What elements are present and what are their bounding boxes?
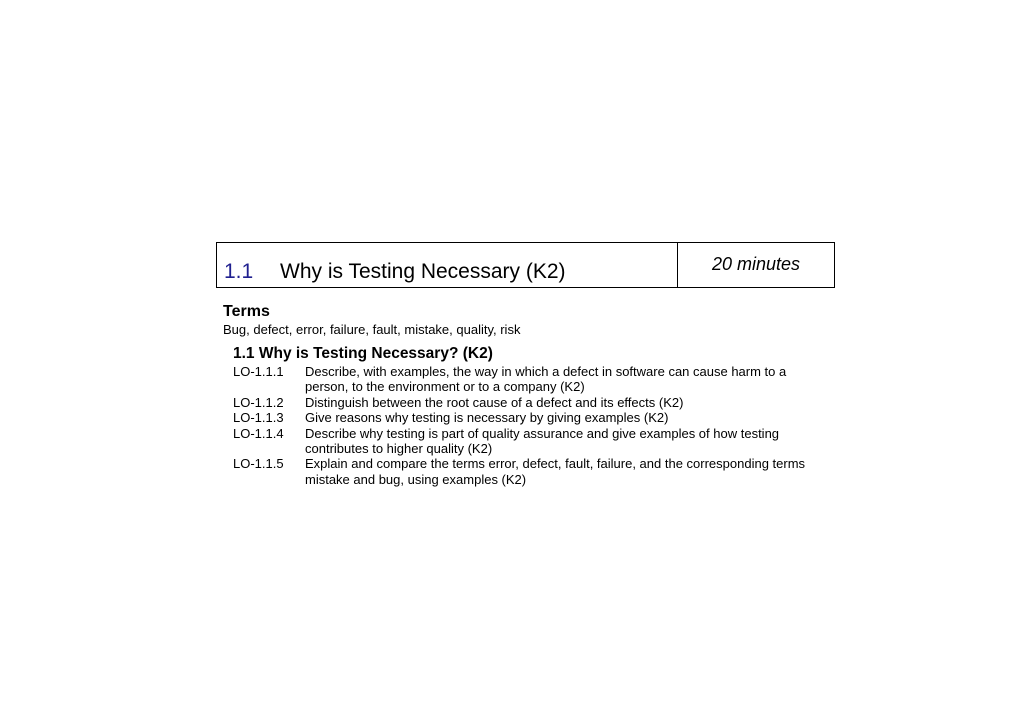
learning-objective-text-line: Explain and compare the terms error, defect, fault, failure, and the corresponding terms — [305, 456, 806, 472]
learning-objective-text — [305, 410, 825, 425]
learning-objective-code: LO-1.1.2 — [233, 394, 284, 410]
learning-objective-text — [305, 426, 825, 457]
section-duration: 20 minutes — [711, 253, 801, 274]
learning-objective-item — [233, 410, 833, 425]
learning-objective-text — [305, 364, 825, 395]
learning-objective-text-line: Give reasons why testing is necessary by giving examples (K2) — [305, 410, 669, 426]
learning-objective-text-line: contributes to higher quality (K2) — [305, 441, 493, 457]
learning-objective-item — [233, 426, 833, 457]
learning-objective-code: LO-1.1.5 — [233, 456, 284, 472]
terms-heading: Terms — [223, 303, 270, 320]
learning-objective-text-line: mistake and bug, using examples (K2) — [305, 471, 527, 487]
learning-objective-text-line: Describe why testing is part of quality assurance and give examples of how testing — [305, 425, 780, 441]
learning-objective-text — [305, 395, 825, 410]
terms-list: Bug, defect, error, failure, fault, mistake, quality, risk — [223, 322, 521, 337]
learning-objective-text-line: Describe, with examples, the way in which a defect in software can cause harm to a — [305, 364, 787, 379]
learning-objective-code: LO-1.1.4 — [233, 425, 284, 441]
learning-objective-item — [233, 364, 833, 395]
section-title: Why is Testing Necessary (K2) — [280, 260, 566, 283]
learning-objective-text-line: Distinguish between the root cause of a defect and its effects (K2) — [305, 394, 684, 410]
learning-objectives-list — [233, 364, 833, 487]
learning-objective-item — [233, 395, 833, 410]
learning-objective-item — [233, 456, 833, 487]
learning-objective-text-line: person, to the environment or to a company (K2) — [305, 379, 585, 395]
learning-objective-code: LO-1.1.1 — [233, 364, 284, 379]
section-header-table — [216, 242, 835, 288]
learning-objective-code: LO-1.1.3 — [233, 410, 284, 426]
learning-objective-text — [305, 456, 825, 487]
section-title-cell — [217, 243, 678, 287]
section-number: 1.1 — [224, 260, 254, 283]
learning-objectives-heading: 1.1 Why is Testing Necessary? (K2) — [233, 345, 493, 362]
